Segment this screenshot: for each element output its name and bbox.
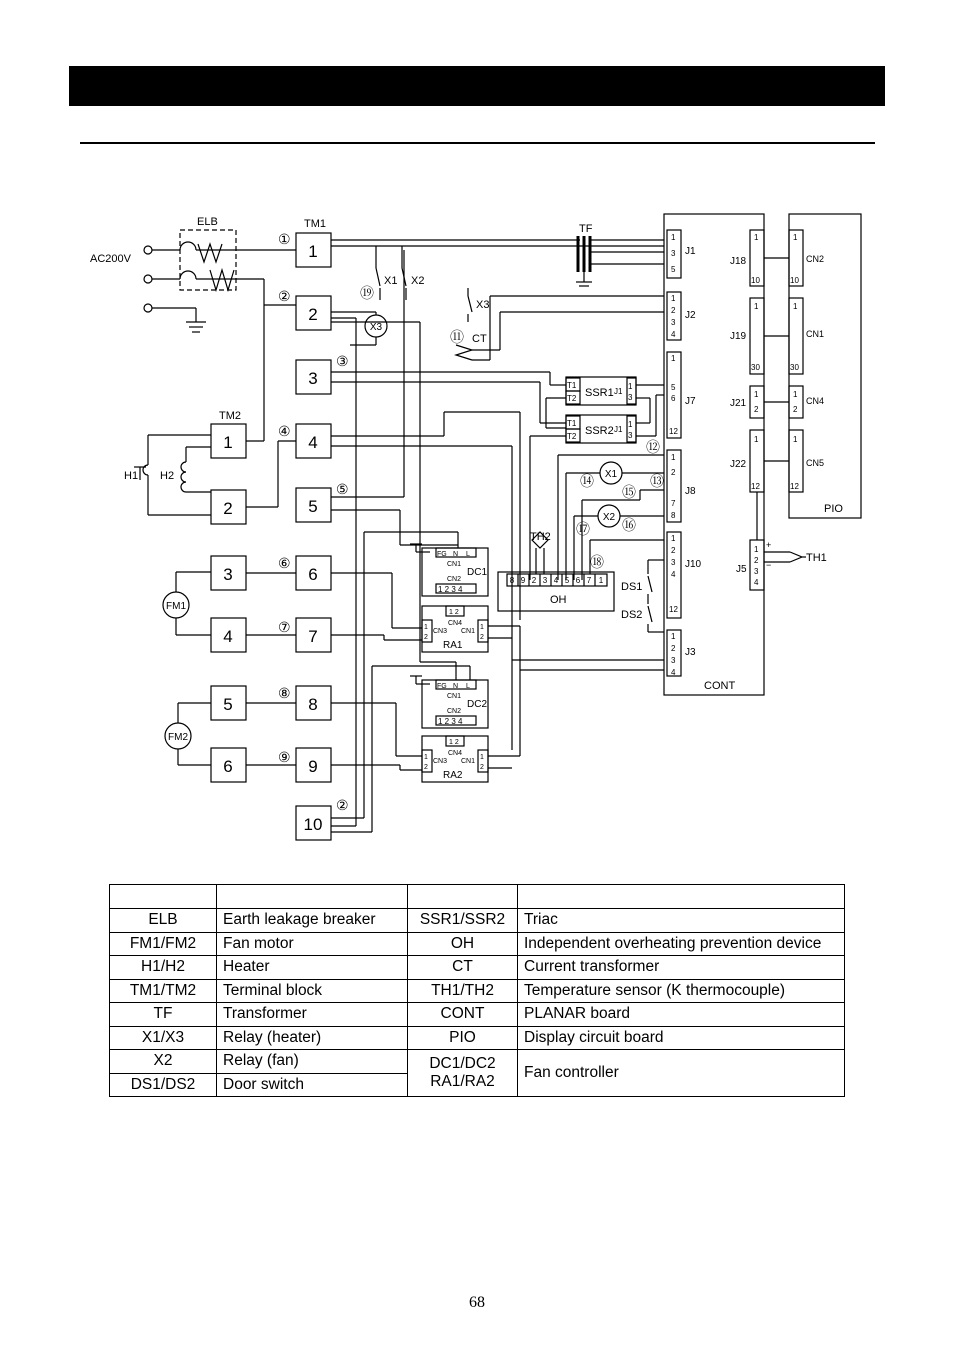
dc2-fg: FG [437, 683, 447, 690]
j18-pin: 1 [754, 233, 759, 242]
j8-pin: 8 [671, 511, 676, 520]
legend-description: Relay (fan) [217, 1050, 408, 1074]
cn1-pin: 30 [790, 363, 799, 372]
cn4-label: CN4 [806, 396, 825, 406]
tm2-terminal: 5 [223, 695, 233, 714]
cn1-pin: 1 [793, 302, 798, 311]
legend-description: Fan controller [518, 1050, 845, 1097]
j1-pin: 3 [671, 249, 676, 258]
legend-symbol: OH [408, 932, 518, 956]
ct-label: CT [472, 333, 487, 345]
door-switches [648, 560, 664, 632]
wire-marker: ③ [336, 353, 349, 369]
legend-symbol: TM1/TM2 [110, 979, 217, 1003]
legend-description: Current transformer [518, 956, 845, 980]
j5-pin: 1 [754, 545, 759, 554]
tm2-block [211, 424, 246, 782]
legend-description: Display circuit board [518, 1026, 845, 1050]
cont-connector-pins [669, 233, 678, 677]
j1-pin: 5 [671, 265, 676, 274]
legend-symbol: TH1/TH2 [408, 979, 518, 1003]
ra2-label: RA2 [443, 770, 463, 781]
dc2-n: N [453, 683, 459, 690]
j22-label: J22 [730, 459, 747, 470]
legend-header-cell [518, 885, 845, 909]
ssr2-label: SSR2 [585, 425, 614, 437]
legend-symbol: CT [408, 956, 518, 980]
tm1-terminal: 3 [308, 369, 318, 388]
ra2-labels [424, 739, 484, 781]
legend-symbol [408, 1050, 518, 1097]
cont-board [664, 214, 806, 695]
oh-pin: 4 [553, 576, 559, 585]
j7-pin: 6 [671, 394, 676, 403]
ds1-label: DS1 [621, 581, 643, 593]
wire-marker: ⑨ [278, 749, 291, 765]
ssr1-p1: 1 [628, 382, 633, 391]
ra1-pin: 2 [424, 634, 428, 641]
ra2-pin: 2 [480, 764, 484, 771]
legend-symbol: DS1/DS2 [110, 1073, 217, 1097]
ra2-cn3: CN3 [433, 758, 448, 765]
j19-label: J19 [730, 331, 747, 342]
ra2-cn4-pins: 1 2 [449, 739, 459, 746]
dc1-cn2: CN2 [447, 576, 462, 583]
th1-label: TH1 [806, 552, 827, 564]
j1-label: J1 [685, 246, 696, 257]
oh-pin: 1 [598, 576, 604, 585]
legend-description: Temperature sensor (K thermocouple) [518, 979, 845, 1003]
dc1-l: L [466, 551, 470, 558]
j2-pin: 3 [671, 318, 676, 327]
pio-label: PIO [824, 503, 843, 515]
wire-marker: ⑰ [576, 521, 590, 537]
ssr1-label: SSR1 [585, 387, 614, 399]
j7-pin: 12 [669, 427, 678, 436]
ssr2-t2: T2 [567, 432, 577, 441]
dc1-pins: 1 2 3 4 [438, 585, 463, 594]
x1-coil-label: X1 [604, 469, 618, 480]
x3-contact-label: X3 [476, 299, 490, 311]
ssr2-p3: 3 [628, 431, 633, 440]
j10-pin: 12 [669, 605, 678, 614]
dc1-cn1: CN1 [447, 561, 462, 568]
legend-symbol: FM1/FM2 [110, 932, 217, 956]
ra1-cn4: CN4 [448, 620, 463, 627]
j18-pin: 10 [751, 276, 760, 285]
page-number: 68 [469, 1294, 485, 1311]
oh-block [498, 532, 664, 611]
legend-row [110, 1003, 845, 1027]
cn4-pin: 2 [793, 405, 798, 414]
tm1-terminal: 4 [308, 433, 318, 452]
j2-pin: 4 [671, 330, 676, 339]
j10-pin: 2 [671, 546, 676, 555]
oh-pin: 5 [564, 576, 570, 585]
oh-pin: 7 [586, 576, 592, 585]
legend-symbol: CONT [408, 1003, 518, 1027]
x2-coil-label: X2 [602, 512, 616, 523]
dc2-label: DC2 [467, 699, 488, 710]
j7-label: J7 [685, 396, 696, 407]
legend-description: Terminal block [217, 979, 408, 1003]
ssr-blocks [530, 377, 664, 580]
legend-symbol-dc: DC1/DC2 [429, 1055, 496, 1072]
cn5-pin: 1 [793, 435, 798, 444]
wire-marker: ① [278, 231, 291, 247]
j5-pin: 2 [754, 556, 759, 565]
ra2-pin: 1 [424, 754, 428, 761]
legend-header-cell [110, 885, 217, 909]
cn2-pin: 1 [793, 233, 798, 242]
legend-description: Door switch [217, 1073, 408, 1097]
j5-minus: − [766, 560, 772, 570]
legend-header-row [110, 885, 845, 909]
j2-pin: 2 [671, 306, 676, 315]
cn1-label: CN1 [806, 329, 825, 339]
wire-marker: ⑦ [278, 619, 291, 635]
cn2-pin: 10 [790, 276, 799, 285]
j10-pin: 3 [671, 558, 676, 567]
j5-pin: 4 [754, 578, 759, 587]
oh-pin: 8 [509, 576, 515, 585]
ra2-cn4: CN4 [448, 750, 463, 757]
tm1-label: TM1 [304, 218, 326, 230]
j1-pin: 1 [671, 233, 676, 242]
ra2-cn1: CN1 [461, 758, 476, 765]
tm2-terminal: 3 [223, 565, 233, 584]
ra1-label: RA1 [443, 640, 463, 651]
wire-marker: ⑱ [590, 554, 604, 570]
wire-marker: ⑮ [622, 484, 636, 500]
j21-pin: 1 [754, 390, 759, 399]
j8-pin: 1 [671, 453, 676, 462]
legend-symbol: PIO [408, 1026, 518, 1050]
tm2-label: TM2 [219, 410, 241, 422]
j21-label: J21 [730, 398, 747, 409]
ssr1-t2: T2 [567, 394, 577, 403]
dc2-cn1: CN1 [447, 693, 462, 700]
legend-header-cell [408, 885, 518, 909]
legend-table [109, 884, 845, 1097]
j22-pin: 1 [754, 435, 759, 444]
tm1-terminal: 6 [308, 565, 318, 584]
oh-pin: 6 [575, 576, 581, 585]
supply-label: AC200V [90, 253, 131, 265]
power-input [144, 246, 206, 332]
ssr2-labels [567, 419, 633, 441]
ssr1-t1: T1 [567, 381, 577, 390]
cont-connector-names [685, 246, 747, 658]
legend-description: PLANAR board [518, 1003, 845, 1027]
h2-label: H2 [160, 470, 175, 482]
legend-row [110, 1050, 845, 1074]
tm1-terminal: 10 [303, 815, 323, 834]
oh-label: OH [550, 594, 567, 606]
transformer-tf [576, 236, 664, 286]
tm2-terminal: 1 [223, 433, 233, 452]
wire-marker: ⑫ [646, 439, 660, 455]
wire-marker: ⑯ [622, 517, 636, 533]
dc2-pins: 1 2 3 4 [438, 717, 463, 726]
j8-pin: 7 [671, 499, 676, 508]
ra1-pin: 1 [480, 624, 484, 631]
legend-description: Independent overheating prevention device [518, 932, 845, 956]
tm2-terminal-numbers [223, 433, 232, 776]
x2-label: X2 [411, 275, 425, 287]
oh-pin: 3 [542, 576, 548, 585]
ds2-label: DS2 [621, 609, 643, 621]
dc2-l: L [466, 683, 470, 690]
pio-connector-pins [790, 233, 799, 491]
tm1-terminal: 8 [308, 695, 318, 714]
ra1-cn1: CN1 [461, 628, 476, 635]
tm1-terminal: 1 [308, 242, 318, 261]
j8-pin: 2 [671, 468, 676, 477]
tm1-terminal: 9 [308, 757, 318, 776]
legend-row [110, 1026, 845, 1050]
j3-pin: 4 [671, 668, 676, 677]
legend-description: Heater [217, 956, 408, 980]
oh-pin: 2 [531, 576, 537, 585]
legend-symbol: TF [110, 1003, 217, 1027]
legend-description: Relay (heater) [217, 1026, 408, 1050]
wire-marker: ② [278, 288, 291, 304]
j2-pin: 1 [671, 294, 676, 303]
wire-marker: ⑥ [278, 555, 291, 571]
tm2-terminal: 6 [223, 757, 233, 776]
j3-pin: 3 [671, 656, 676, 665]
cont-label: CONT [704, 680, 736, 692]
tm1-block [296, 233, 331, 840]
j8-label: J8 [685, 486, 696, 497]
legend-symbol: SSR1/SSR2 [408, 909, 518, 933]
legend-row [110, 956, 845, 980]
tf-label: TF [579, 223, 593, 235]
ssr1-j1: J1 [614, 387, 623, 396]
j5-plus: + [766, 540, 772, 550]
ssr1-labels [567, 381, 633, 403]
ra1-cn3: CN3 [433, 628, 448, 635]
wire-marker: ⑬ [650, 473, 664, 489]
dc1-n: N [453, 551, 459, 558]
j21-pin: 2 [754, 405, 759, 414]
elb-label: ELB [197, 216, 218, 228]
legend-row [110, 979, 845, 1003]
legend-symbol: H1/H2 [110, 956, 217, 980]
j3-pin: 1 [671, 632, 676, 641]
ra2-pin: 2 [424, 764, 428, 771]
wire-marker: ④ [278, 423, 291, 439]
j19-pin: 1 [754, 302, 759, 311]
ssr2-p1: 1 [628, 420, 633, 429]
x3-coil-label: X3 [369, 322, 383, 333]
legend-header-cell [217, 885, 408, 909]
legend-description: Fan motor [217, 932, 408, 956]
wire-marker: ⑪ [450, 329, 464, 345]
wire-marker: ② [336, 797, 349, 813]
legend-symbol: ELB [110, 909, 217, 933]
j7-pin: 1 [671, 354, 676, 363]
wire-marker: ⑭ [580, 473, 594, 489]
legend-row [110, 932, 845, 956]
j5-label: J5 [736, 564, 747, 575]
ssr1-p3: 3 [628, 393, 633, 402]
legend-description: Triac [518, 909, 845, 933]
legend-description: Transformer [217, 1003, 408, 1027]
cn4-pin: 1 [793, 390, 798, 399]
j5-pin: 3 [754, 567, 759, 576]
j7-pin: 5 [671, 383, 676, 392]
cn5-label: CN5 [806, 458, 825, 468]
ra1-cn4-pins: 1 2 [449, 609, 459, 616]
x1-label: X1 [384, 275, 398, 287]
j22-pin: 12 [751, 482, 760, 491]
fm1-label: FM1 [166, 601, 186, 612]
j10-pin: 4 [671, 570, 676, 579]
wire-marker: ⑤ [336, 481, 349, 497]
ssr2-t1: T1 [567, 419, 577, 428]
dc1-fg: FG [437, 551, 447, 558]
oh-pins [510, 576, 604, 585]
ra2-pin: 1 [480, 754, 484, 761]
cn5-pin: 12 [790, 482, 799, 491]
oh-pin: 9 [520, 576, 526, 585]
wire-marker: ⑲ [360, 285, 374, 301]
tm1-terminal: 5 [308, 497, 318, 516]
j18-label: J18 [730, 256, 747, 267]
ra1-pin: 1 [424, 624, 428, 631]
ssr2-j1: J1 [614, 425, 623, 434]
tm2-terminal: 2 [223, 499, 233, 518]
legend-symbol-ra: RA1/RA2 [430, 1073, 495, 1090]
legend-description: Earth leakage breaker [217, 909, 408, 933]
j10-pin: 1 [671, 534, 676, 543]
j10-label: J10 [685, 559, 702, 570]
h1-label: H1 [124, 470, 139, 482]
dc2-cn2: CN2 [447, 708, 462, 715]
j2-label: J2 [685, 310, 696, 321]
ra1-pin: 2 [480, 634, 484, 641]
ra1-labels [424, 609, 484, 651]
tm1-terminal: 7 [308, 627, 318, 646]
fm2-label: FM2 [168, 732, 188, 743]
j3-label: J3 [685, 647, 696, 658]
wire-marker: ⑧ [278, 685, 291, 701]
legend-row [110, 909, 845, 933]
th2-label: TH2 [530, 531, 551, 543]
j3-pin: 2 [671, 644, 676, 653]
tm1-terminal-numbers [304, 242, 323, 834]
legend-symbol: X2 [110, 1050, 217, 1074]
j19-pin: 30 [751, 363, 760, 372]
cn2-label: CN2 [806, 254, 825, 264]
dc1-label: DC1 [467, 567, 488, 578]
pio-connector-names [806, 254, 824, 468]
tm2-terminal: 4 [223, 627, 233, 646]
tm1-terminal: 2 [308, 305, 318, 324]
legend-symbol: X1/X3 [110, 1026, 217, 1050]
